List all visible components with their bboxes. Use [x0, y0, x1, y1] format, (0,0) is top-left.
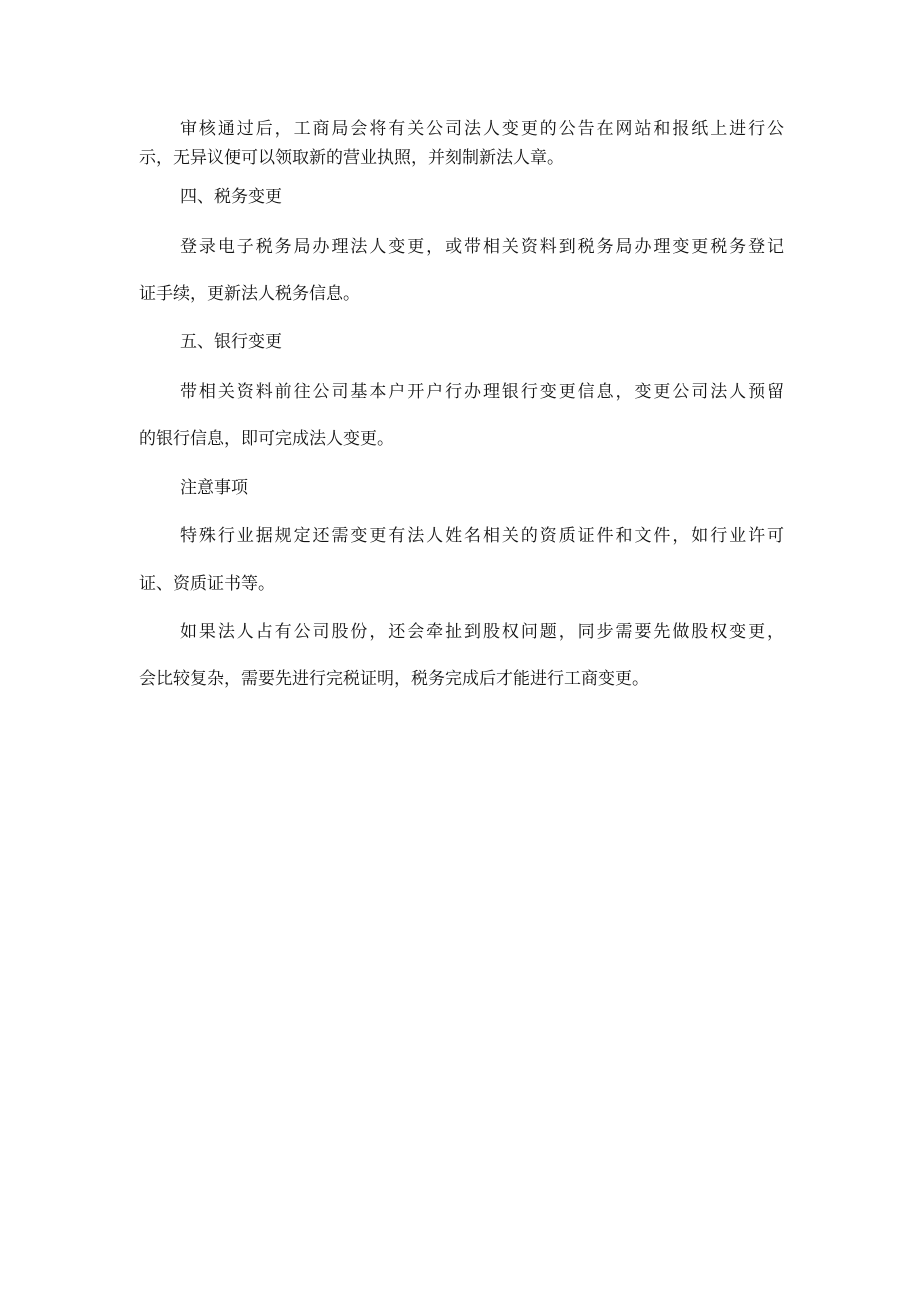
paragraph-notes-line-1: 特殊行业据规定还需变更有法人姓名相关的资质证件和文件，如行业许可: [180, 526, 784, 546]
heading-notes: 注意事项: [180, 478, 248, 498]
paragraph-tax-line-1: 登录电子税务局办理法人变更，或带相关资料到税务局办理变更税务登记: [180, 237, 784, 257]
paragraph-equity-line-2: 会比较复杂，需要先进行完税证明，税务完成后才能进行工商变更。: [139, 669, 649, 689]
paragraph-approval-line-1: 审核通过后，工商局会将有关公司法人变更的公告在网站和报纸上进行公: [180, 119, 784, 139]
paragraph-bank-line-2: 的银行信息，即可完成法人变更。: [139, 429, 394, 449]
heading-bank-change: 五、银行变更: [180, 332, 282, 352]
paragraph-notes-line-2: 证、资质证书等。: [139, 574, 275, 594]
paragraph-tax-line-2: 证手续，更新法人税务信息。: [139, 284, 360, 304]
paragraph-approval-line-2: 示，无异议便可以领取新的营业执照，并刻制新法人章。: [139, 148, 564, 168]
heading-tax-change: 四、税务变更: [180, 187, 282, 207]
paragraph-equity-line-1: 如果法人占有公司股份，还会牵扯到股权问题，同步需要先做股权变更，: [180, 622, 784, 642]
paragraph-bank-line-1: 带相关资料前往公司基本户开户行办理银行变更信息，变更公司法人预留: [180, 382, 784, 402]
